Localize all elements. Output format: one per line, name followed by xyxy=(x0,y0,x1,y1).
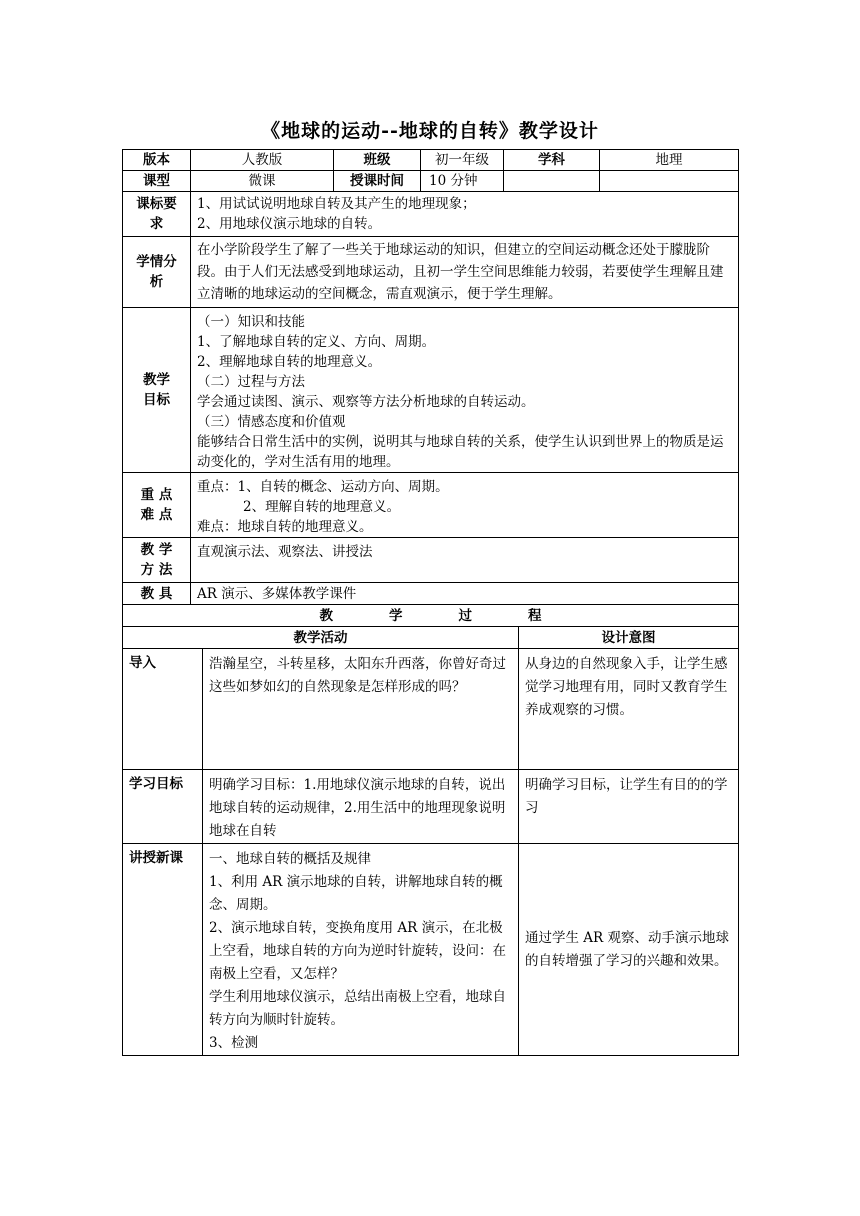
analysis-content: 在小学阶段学生了解了一些关于地球运动的知识，但建立的空间运动概念还处于朦胧阶段。由于人们无法感受到地球运动，且初一学生空间思维能力较弱，若要使学生理解且建立清晰的地球运动的空间概念，需直观演示，便于学生理解。 xyxy=(191,237,739,308)
edition-label: 版本 xyxy=(123,150,191,171)
tools-content: AR 演示、多媒体教学课件 xyxy=(191,583,739,605)
lesson-plan-table xyxy=(122,149,739,1056)
info-row-1 xyxy=(123,150,739,171)
methods-row xyxy=(123,538,739,583)
goals-row xyxy=(123,770,739,844)
activity-header: 教学活动 xyxy=(123,627,519,649)
empty-cell-b xyxy=(600,171,739,192)
key-points-label: 重 点 难 点 xyxy=(123,473,191,538)
methods-label: 教 学 方 法 xyxy=(123,538,191,583)
intro-activity: 浩瀚星空，斗转星移，太阳东升西落，你曾好奇过这些如梦如幻的自然现象是怎样形成的吗？ xyxy=(203,649,519,770)
objectives-content: （一）知识和技能 1、了解地球自转的定义、方向、周期。 2、理解地球自转的地理意义。 （二）过程与方法 学会通过读图、演示、观察等方法分析地球的自转运动。 （三）情感态度和价值观 能够结合日常生活中的实例，说明其与地球自转的关系，使学生认识到世界上的物质是运动变化的，学对生活有用的地理。 xyxy=(191,308,739,473)
document-title: 《地球的运动--地球的自转》教学设计 xyxy=(261,120,599,142)
new-lesson-activity: 一、地球自转的概括及规律 1、利用 AR 演示地球的自转，讲解地球自转的概念、周期。 2、演示地球自转，变换角度用 AR 演示，在北极上空看，地球自转的方向为逆时针旋转，设问：在南极上空看，又怎样？ 学生利用地球仪演示，总结出南极上空看，地球自转方向为顺时针旋转。 3、检测 xyxy=(203,844,519,1056)
process-header-row xyxy=(123,605,739,627)
tools-row xyxy=(123,583,739,605)
subject-label: 学科 xyxy=(504,150,600,171)
goals-intent: 明确学习目标，让学生有目的的学习 xyxy=(519,770,739,844)
goals-stage: 学习目标 xyxy=(123,770,203,844)
standards-label: 课标要 求 xyxy=(123,192,191,237)
new-lesson-row xyxy=(123,844,739,1056)
methods-content: 直观演示法、观察法、讲授法 xyxy=(191,538,739,583)
analysis-row xyxy=(123,237,739,308)
time-label: 授课时间 xyxy=(334,171,421,192)
intro-row xyxy=(123,649,739,770)
type-label: 课型 xyxy=(123,171,191,192)
intro-stage: 导入 xyxy=(123,649,203,770)
standards-row xyxy=(123,192,739,237)
key-points-row xyxy=(123,473,739,538)
key-points-content: 重点：1、自转的概念、运动方向、周期。 2、理解自转的地理意义。 难点：地球自转的地理意义。 xyxy=(191,473,739,538)
process-header: 教学过程 xyxy=(123,605,739,627)
edition-value: 人教版 xyxy=(191,150,334,171)
intent-header: 设计意图 xyxy=(519,627,739,649)
analysis-label: 学情分 析 xyxy=(123,237,191,308)
class-label: 班级 xyxy=(334,150,421,171)
new-lesson-intent: 通过学生 AR 观察、动手演示地球的自转增强了学习的兴趣和效果。 xyxy=(519,844,739,1056)
class-value: 初一年级 xyxy=(421,150,504,171)
process-column-headers xyxy=(123,627,739,649)
time-value: 10 分钟 xyxy=(421,171,504,192)
new-lesson-stage: 讲授新课 xyxy=(123,844,203,1056)
goals-activity: 明确学习目标：1.用地球仪演示地球的自转，说出地球自转的运动规律，2.用生活中的地理现象说明地球在自转 xyxy=(203,770,519,844)
standards-content: 1、用试试说明地球自转及其产生的地理现象； 2、用地球仪演示地球的自转。 xyxy=(191,192,739,237)
objectives-row xyxy=(123,308,739,473)
objectives-label: 教学 目标 xyxy=(123,308,191,473)
empty-cell-a xyxy=(504,171,600,192)
info-row-2 xyxy=(123,171,739,192)
type-value: 微课 xyxy=(191,171,334,192)
intro-intent: 从身边的自然现象入手，让学生感觉学习地理有用，同时又教育学生养成观察的习惯。 xyxy=(519,649,739,770)
subject-value: 地理 xyxy=(600,150,739,171)
tools-label: 教 具 xyxy=(123,583,191,605)
